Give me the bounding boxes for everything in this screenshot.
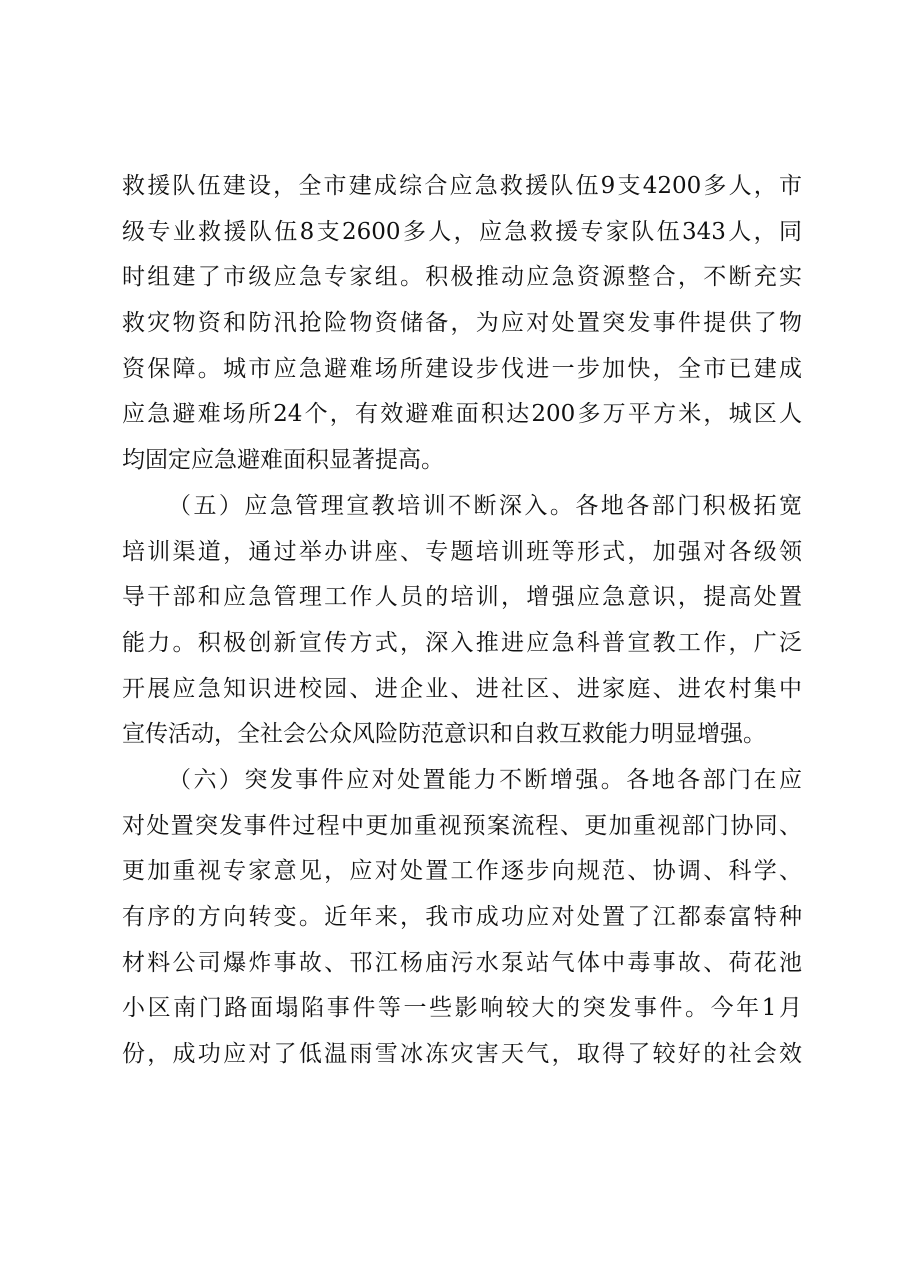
text-line: 宣传活动，全社会公众风险防范意识和自救互救能力明显增强。 <box>122 721 766 748</box>
text-line: 时组建了市级应急专家组。积极推动应急资源整合，不断充实 <box>122 264 802 291</box>
text-line: 培训渠道，通过举办讲座、专题培训班等形式，加强对各级领 <box>122 538 802 565</box>
text-line: （五）应急管理宣教培训不断深入。各地各部门积极拓宽 <box>168 492 802 519</box>
text-line: 份，成功应对了低温雨雪冰冻灾害天气，取得了较好的社会效 <box>122 1041 802 1068</box>
text-line: 导干部和应急管理工作人员的培训，增强应急意识，提高处置 <box>122 584 802 611</box>
text-line: 救灾物资和防汛抢险物资储备，为应对处置突发事件提供了物 <box>122 310 802 337</box>
text-line: 材料公司爆炸事故、邗江杨庙污水泵站气体中毒事故、荷花池 <box>122 949 802 976</box>
text-line: 对处置突发事件过程中更加重视预案流程、更加重视部门协同、 <box>122 812 802 839</box>
text-line: 能力。积极创新宣传方式，深入推进应急科普宣教工作，广泛 <box>122 629 802 656</box>
text-line: 救援队伍建设，全市建成综合应急救援队伍9支4200多人，市 <box>122 173 802 199</box>
text-line: 开展应急知识进校园、进企业、进社区、进家庭、进农村集中 <box>122 675 802 702</box>
text-line: 更加重视专家意见，应对处置工作逐步向规范、协调、科学、 <box>122 858 802 885</box>
text-line: 小区南门路面塌陷事件等一些影响较大的突发事件。今年1月 <box>122 995 802 1022</box>
text-line: （六）突发事件应对处置能力不断增强。各地各部门在应 <box>168 766 802 793</box>
text-line: 有序的方向转变。近年来，我市成功应对处置了江都泰富特种 <box>122 904 802 930</box>
text-line: 均固定应急避难面积显著提高。 <box>122 447 444 474</box>
text-line: 级专业救援队伍8支2600多人，应急救援专家队伍343人，同 <box>122 218 802 245</box>
text-line: 资保障。城市应急避难场所建设步伐进一步加快，全市已建成 <box>122 355 802 382</box>
body-text <box>122 164 802 1078</box>
text-line: 应急避难场所24个，有效避难面积达200多万平方米，城区人 <box>122 401 802 428</box>
